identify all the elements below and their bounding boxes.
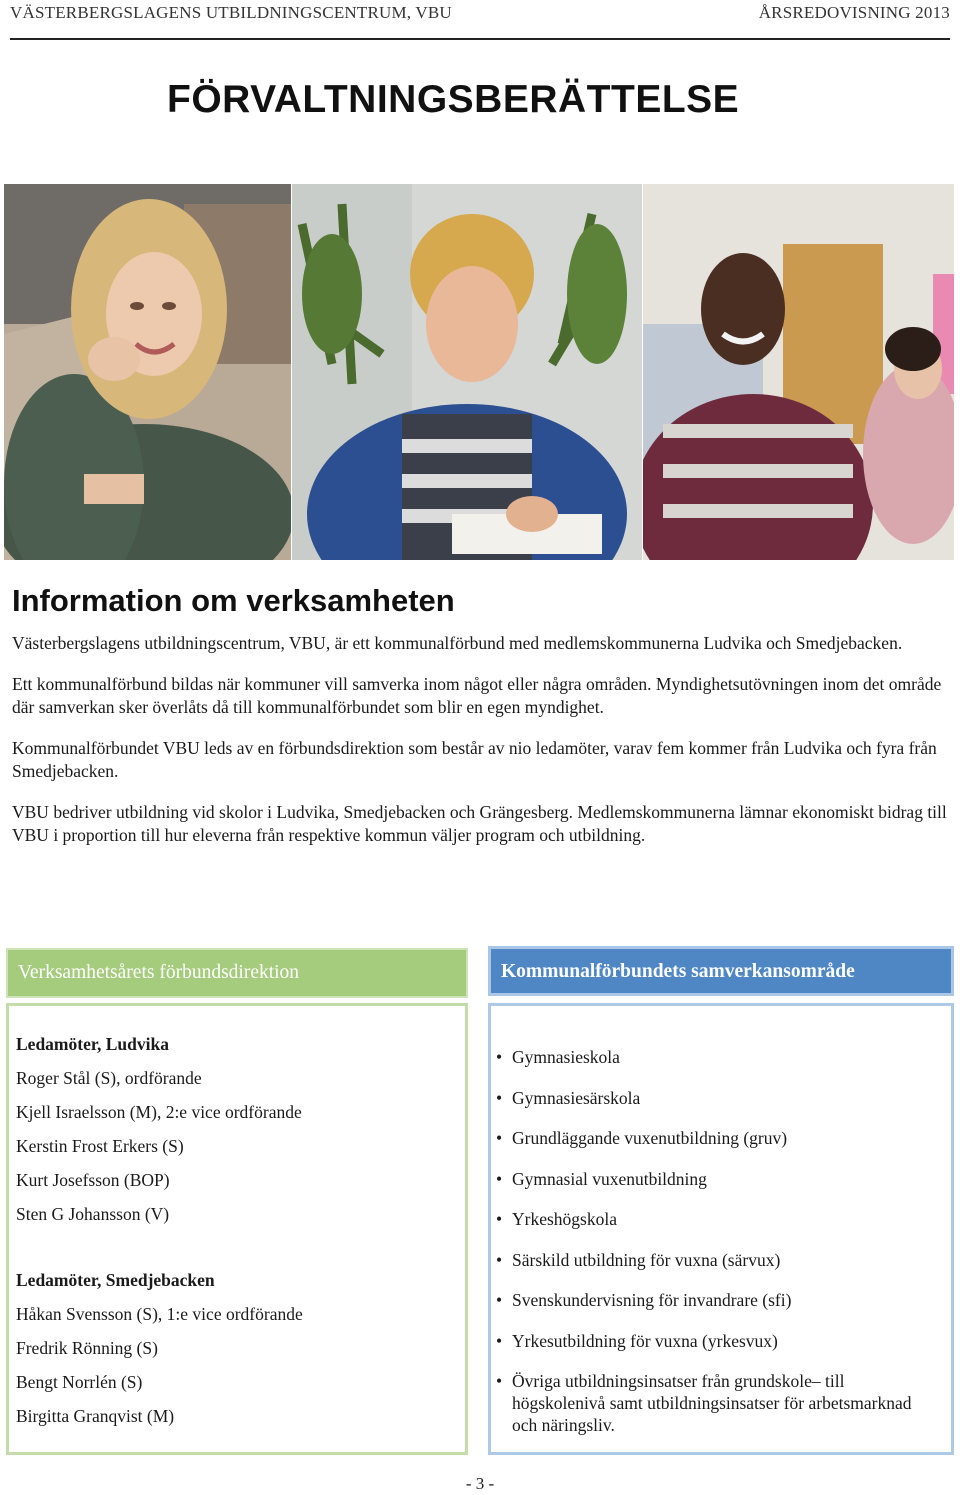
area-item: • Yrkesutbildning för vuxna (yrkesvux) (496, 1330, 778, 1351)
page-header (10, 0, 950, 40)
area-item: • Svenskundervisning för invandrare (sfi) (496, 1290, 792, 1310)
member-item: Bengt Norrlén (S) (16, 1372, 143, 1392)
area-item: • Yrkeshögskola (496, 1209, 617, 1229)
intro-paragraph: Kommunalförbundet VBU leds av en förbundsdirektion som består av nio ledamöter, varav fem kommer från Ludvika och fyra från Smedjebacken. (12, 738, 937, 781)
member-item: Roger Stål (S), ordförande (16, 1068, 202, 1088)
header-organization: VÄSTERBERGSLAGENS UTBILDNINGSCENTRUM, VBU (10, 3, 452, 22)
group-title-smedjebacken: Ledamöter, Smedjebacken (16, 1270, 215, 1290)
board-heading: Verksamhetsårets förbundsdirektion (6, 948, 468, 998)
intro-paragraph: Västerbergslagens utbildningscentrum, VBU, är ett kommunalförbund med medlemskommunerna Ludvika och Smedjebacken. (12, 633, 903, 653)
member-list (16, 1034, 303, 1440)
area-list (494, 1046, 934, 1455)
member-item: Kjell Israelsson (M), 2:e vice ordförande (16, 1102, 302, 1122)
photo-student-man (643, 184, 954, 560)
board-box (6, 1003, 468, 1455)
member-item: Håkan Svensson (S), 1:e vice ordförande (16, 1304, 303, 1324)
bullet-icon: • (496, 1290, 503, 1310)
section-title: Information om verksamheten (12, 583, 455, 618)
area-item: • Gymnasieskola (496, 1047, 620, 1067)
member-item: Fredrik Rönning (S) (16, 1338, 158, 1358)
photo-student-girl (4, 184, 291, 560)
member-item: Kurt Josefsson (BOP) (16, 1170, 170, 1190)
photo-strip (4, 184, 954, 560)
area-item: • Grundläggande vuxenutbildning (gruv) (496, 1128, 788, 1148)
bullet-icon: • (496, 1047, 503, 1067)
page-title: FÖRVALTNINGSBERÄTTELSE (167, 78, 740, 121)
intro-paragraph: VBU bedriver utbildning vid skolor i Ludvika, Smedjebacken och Grängesberg. Medlemskommunerna lämnar ekonomiskt bidrag till VBU i proportion till hur eleverna från respektive kommun väljer program och utbildning. (12, 802, 947, 845)
areas-heading: Kommunalförbundets samverkansområde (488, 946, 954, 996)
group-title-ludvika: Ledamöter, Ludvika (16, 1034, 169, 1054)
intro-paragraph: Ett kommunalförbund bildas när kommuner vill samverka inom något eller några områden. Myndighetsutövningen inom det område där samverkan sker överlåts då till kommunalförbundet som blir en egen myndighet. (12, 674, 942, 717)
bullet-icon: • (496, 1168, 503, 1189)
area-item: • Gymnasiesärskola (496, 1087, 641, 1108)
bullet-icon: • (496, 1087, 503, 1108)
header-report-title: ÅRSREDOVISNING 2013 (758, 3, 950, 22)
bullet-icon: • (496, 1209, 503, 1229)
bullet-icon: • (496, 1371, 503, 1391)
bullet-icon: • (496, 1128, 503, 1148)
member-item: Birgitta Granqvist (M) (16, 1406, 175, 1426)
member-item: Sten G Johansson (V) (16, 1204, 170, 1224)
intro-text (12, 632, 948, 865)
bullet-icon: • (496, 1330, 503, 1351)
member-item: Kerstin Frost Erkers (S) (16, 1136, 184, 1156)
area-item: • Gymnasial vuxenutbildning (496, 1168, 707, 1189)
area-item: • Särskild utbildning för vuxna (särvux) (496, 1249, 781, 1270)
photo-student-boy (292, 184, 642, 560)
bullet-icon: • (496, 1249, 503, 1270)
areas-box (488, 1003, 954, 1455)
page-number: - 3 - (465, 1474, 495, 1493)
area-item: • Övriga utbildningsinsatser från grundskole– till högskolenivå samt utbildningsinsatser för arbetsmarknad och näringsliv. (496, 1371, 912, 1435)
